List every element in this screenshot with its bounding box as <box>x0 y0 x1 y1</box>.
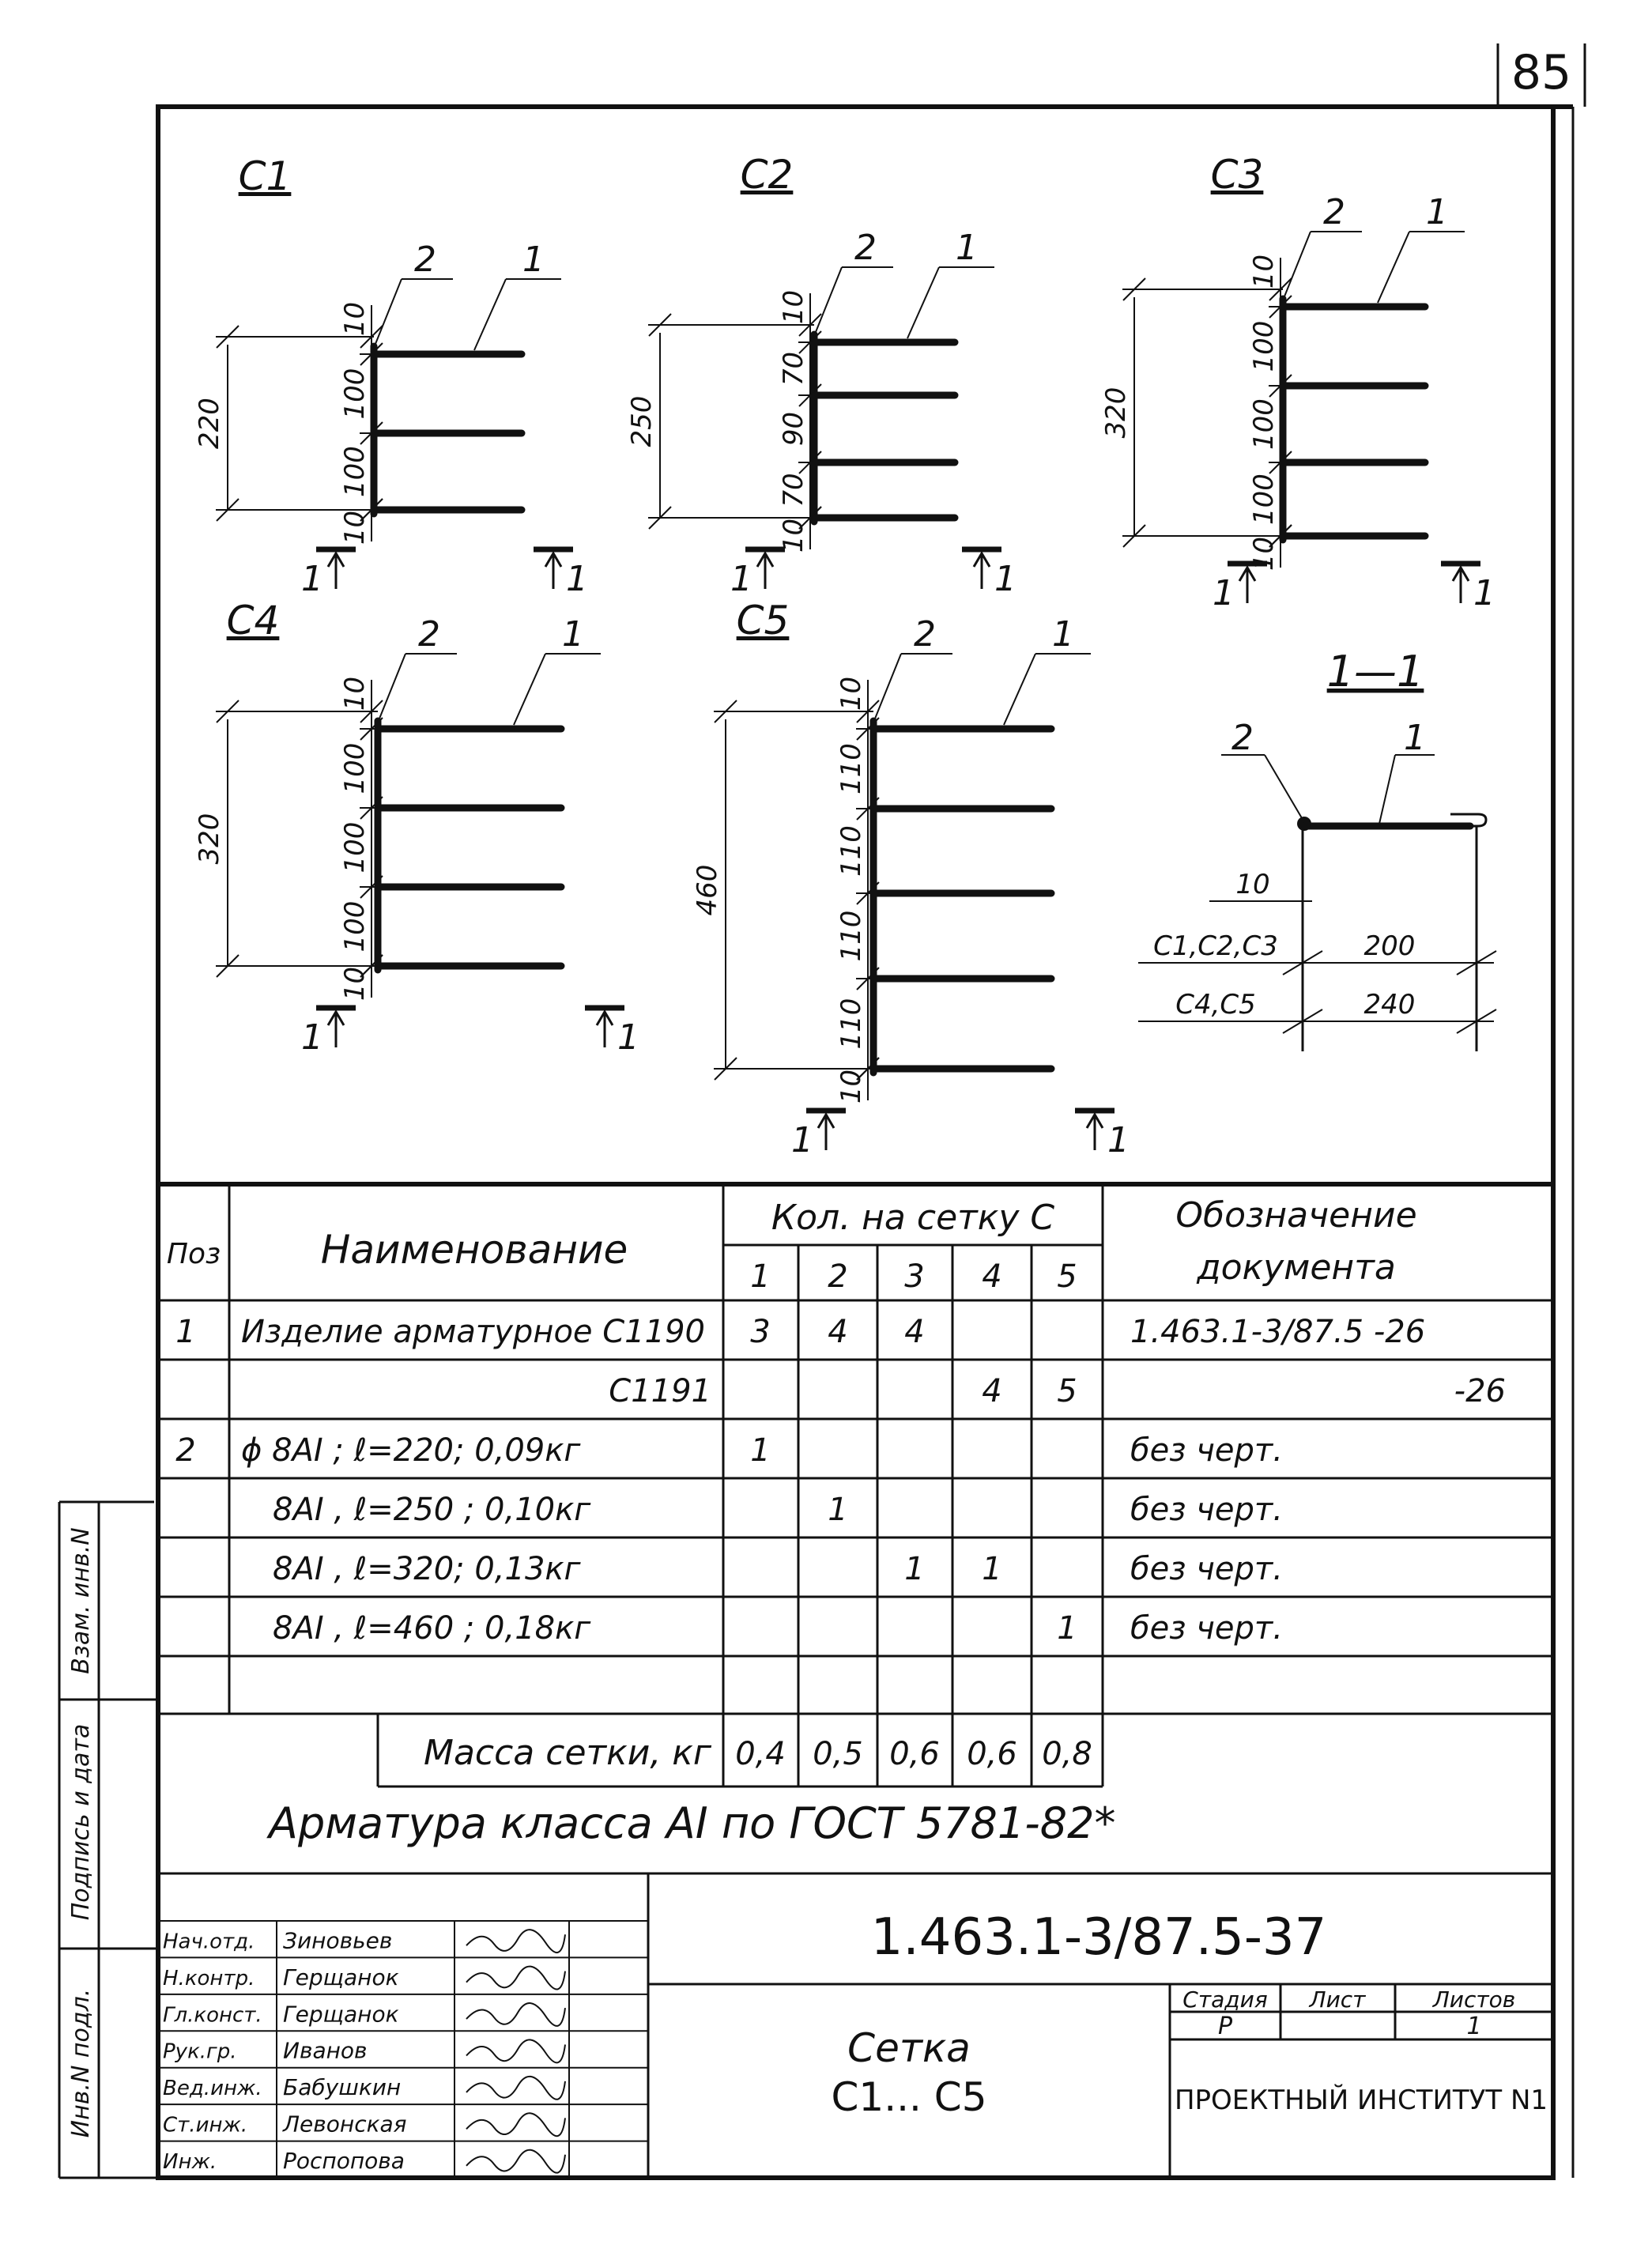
fragment-c3-pos1-label: 1 <box>1426 192 1448 232</box>
fragment-c2-title: С2 <box>740 152 794 198</box>
spec-row-qty: 5 <box>1057 1373 1077 1409</box>
reinforcement-note: Арматура класса АI по ГОСТ 5781-82* <box>269 1798 1116 1848</box>
stamp-name: Иванов <box>283 2037 368 2064</box>
fragment-c5-overall-dim: 460 <box>692 864 723 916</box>
spec-row-doc: без черт. <box>1130 1551 1283 1587</box>
fragment-c1-pos1-label: 1 <box>522 240 545 280</box>
header-qty: Кол. на сетку С <box>771 1198 1055 1238</box>
organization-name: ПРОЕКТНЫЙ ИНСТИТУТ N1 <box>1174 2085 1548 2116</box>
spec-row <box>273 1492 1283 1528</box>
side-label-signature: Подпись и дата <box>67 1723 95 1921</box>
stamp-role: Вед.инж. <box>163 2077 262 2101</box>
fragment-c1-title: С1 <box>238 153 292 199</box>
fragment-c4-overall-dim: 320 <box>194 813 225 865</box>
spec-row-name: 8АI , ℓ=250 ; 0,10кг <box>273 1492 591 1528</box>
fragment-c4-section-mark: 1 <box>617 1017 639 1058</box>
signature-scribble <box>466 2113 565 2136</box>
side-label-original: Инв.N подл. <box>67 1988 95 2138</box>
spec-row-doc: -26 <box>1454 1373 1506 1409</box>
qty-column-header: 4 <box>982 1258 1002 1295</box>
section-row-label-1: С1,С2,С3 <box>1153 930 1278 962</box>
fragment-c4-section-mark: 1 <box>301 1017 323 1058</box>
fragment-c4-chain-dim: 10 <box>339 966 371 1002</box>
mass-row <box>735 1736 1092 1772</box>
fragment-c5-title: С5 <box>736 598 790 643</box>
fragment-c1 <box>194 153 588 599</box>
title-block <box>158 1873 1553 2178</box>
fragment-c5-chain-dim: 10 <box>835 676 867 711</box>
fragment-c1-section-mark: 1 <box>566 559 588 599</box>
side-strip <box>59 1502 158 2178</box>
fragment-c1-chain-dim: 100 <box>339 446 371 497</box>
spec-row-qty: 4 <box>904 1314 925 1350</box>
spec-row <box>175 1314 1425 1350</box>
fragment-c1-chain-dim: 10 <box>339 301 371 337</box>
qty-column-header: 2 <box>828 1258 848 1295</box>
signature-scribble <box>466 2039 565 2062</box>
stamp-role: Н.контр. <box>163 1966 255 1990</box>
spec-row-qty: 4 <box>982 1373 1002 1409</box>
spec-row-qty: 1 <box>1057 1610 1077 1647</box>
spec-row-name: 8АI , ℓ=320; 0,13кг <box>273 1551 581 1587</box>
spec-row-pos: 1 <box>175 1314 196 1350</box>
fragment-c2-chain-dim: 70 <box>778 473 809 507</box>
sheets-value: 1 <box>1466 2013 1482 2040</box>
fragment-c3-chain-dim: 100 <box>1248 474 1280 525</box>
spec-row <box>175 1432 1283 1469</box>
spec-row-qty: 1 <box>828 1492 848 1528</box>
spec-row-qty: 4 <box>828 1314 848 1350</box>
drawing-title-1: Сетка <box>847 2025 971 2071</box>
signature-scribble <box>466 2150 565 2173</box>
fragment-c2-section-mark: 1 <box>994 559 1016 599</box>
spec-row-name: С1191 <box>609 1373 711 1409</box>
fragment-c2-chain-dim: 70 <box>778 351 809 387</box>
stamp-role: Ст.инж. <box>163 2113 248 2137</box>
signature-scribble <box>466 1930 565 1953</box>
header-pos: Поз <box>166 1238 221 1270</box>
signature-scribble <box>466 2077 565 2100</box>
fragment-c4-chain-dim: 100 <box>339 742 371 794</box>
fragment-c2-chain-dim: 90 <box>778 411 809 447</box>
fragment-c5-chain-dim: 110 <box>835 998 867 1050</box>
spec-row-qty: 1 <box>904 1551 925 1587</box>
document-code: 1.463.1-3/87.5-37 <box>870 1908 1327 1967</box>
spec-row-doc: 1.463.1-3/87.5 -26 <box>1130 1314 1426 1350</box>
fragment-c5-pos1-label: 1 <box>1052 614 1074 655</box>
fragment-c3-section-mark: 1 <box>1213 573 1235 613</box>
fragment-c2-section-mark: 1 <box>730 559 752 599</box>
fragment-c3-chain-dim: 100 <box>1248 320 1280 372</box>
fragment-c2-pos2-label: 2 <box>854 228 877 268</box>
fragment-c3-chain-dim: 10 <box>1248 254 1280 289</box>
spec-row <box>609 1373 1506 1409</box>
fragment-c4-pos1-label: 1 <box>562 614 584 655</box>
stamp-name: Герщанок <box>283 1964 399 1990</box>
fragment-c5-chain-dim: 110 <box>835 825 867 877</box>
fragment-c4-pos2-label: 2 <box>418 614 440 655</box>
mass-value: 0,6 <box>967 1736 1017 1772</box>
qty-column-header: 5 <box>1057 1258 1077 1295</box>
fragment-c4-chain-dim: 10 <box>339 676 371 711</box>
fragment-c2-chain-dim: 10 <box>778 518 809 553</box>
spec-row <box>273 1610 1283 1647</box>
section-1-1 <box>1138 647 1496 1051</box>
fragment-c2 <box>626 152 1016 599</box>
stamp-signatures <box>158 1921 648 2174</box>
stamp-role: Гл.конст. <box>163 2003 262 2028</box>
fragment-c3 <box>1100 152 1495 613</box>
spec-row-name: 8АI , ℓ=460 ; 0,18кг <box>273 1610 591 1647</box>
spec-row-name: Изделие арматурное С1190 <box>241 1314 705 1350</box>
specification-table <box>158 1184 1553 1873</box>
stamp-role: Нач.отд. <box>163 1930 255 1954</box>
signature-scribble <box>466 2003 565 2026</box>
mass-value: 0,6 <box>889 1736 940 1772</box>
spec-row-doc: без черт. <box>1130 1610 1283 1647</box>
section-title: 1—1 <box>1326 647 1424 696</box>
fragment-c5-pos2-label: 2 <box>914 614 936 655</box>
fragment-c1-chain-dim: 10 <box>339 510 371 545</box>
stamp-name: Зиновьев <box>283 1927 393 1954</box>
mass-value: 0,4 <box>735 1736 786 1772</box>
stage-label: Стадия <box>1182 1986 1268 2013</box>
section-pos1-label: 1 <box>1404 718 1426 758</box>
sheet-label: Лист <box>1309 1986 1366 2013</box>
drawing-title-2: С1... С5 <box>831 2074 987 2120</box>
spec-row <box>273 1551 1283 1587</box>
fragment-c5-chain-dim: 110 <box>835 910 867 962</box>
mass-value: 0,5 <box>813 1736 863 1772</box>
sheets-label: Листов <box>1432 1986 1516 2013</box>
stamp-name: Левонская <box>283 2111 407 2137</box>
fragment-c1-chain-dim: 100 <box>339 368 371 420</box>
section-offset-dim: 10 <box>1235 869 1270 900</box>
fragment-c2-overall-dim: 250 <box>626 395 658 447</box>
header-doc-line-1: Обозначение <box>1175 1195 1417 1236</box>
fragment-c1-pos2-label: 2 <box>414 240 436 280</box>
fragment-c4-title: С4 <box>226 598 280 643</box>
spec-row-doc: без черт. <box>1130 1492 1283 1528</box>
stamp-name: Роспопова <box>283 2148 405 2174</box>
side-label-replace: Взам. инв.N <box>67 1527 95 1674</box>
fragment-c3-title: С3 <box>1210 152 1264 198</box>
header-doc-line-2: документа <box>1197 1247 1396 1288</box>
fragment-c4 <box>194 598 639 1058</box>
spec-row-qty: 1 <box>750 1432 771 1469</box>
section-pos2-label: 2 <box>1231 718 1254 758</box>
spec-row-doc: без черт. <box>1130 1432 1283 1469</box>
fragment-c1-overall-dim: 220 <box>194 398 225 449</box>
stamp-name: Герщанок <box>283 2001 399 2028</box>
signature-scribble <box>466 1967 565 1990</box>
section-row-label-2: С4,С5 <box>1175 989 1256 1021</box>
qty-column-header: 3 <box>904 1258 925 1295</box>
fragment-c2-pos1-label: 1 <box>956 228 978 268</box>
section-row-value-1: 200 <box>1363 930 1416 962</box>
fragment-c4-chain-dim: 100 <box>339 900 371 953</box>
sheet-number: 85 <box>1511 45 1572 100</box>
fragment-c2-chain-dim: 10 <box>778 289 809 325</box>
qty-column-header: 1 <box>750 1258 771 1295</box>
fragment-c5-section-mark: 1 <box>1107 1120 1130 1160</box>
spec-row-qty: 1 <box>982 1551 1002 1587</box>
fragment-c1-section-mark: 1 <box>301 559 323 599</box>
mesh-fragments <box>194 152 1495 1160</box>
fragment-c3-section-mark: 1 <box>1473 573 1495 613</box>
stage-value: Р <box>1217 2013 1233 2040</box>
spec-row-pos: 2 <box>175 1432 196 1469</box>
fragment-c5-section-mark: 1 <box>791 1120 813 1160</box>
stamp-role: Рук.гр. <box>163 2039 237 2064</box>
spec-row-qty: 3 <box>750 1314 771 1350</box>
fragment-c3-chain-dim: 10 <box>1248 536 1280 572</box>
header-name: Наименование <box>320 1227 628 1273</box>
fragment-c5-chain-dim: 10 <box>835 1069 867 1104</box>
fragment-c3-chain-dim: 100 <box>1248 398 1280 450</box>
fragment-c4-chain-dim: 100 <box>339 821 371 873</box>
section-row-value-2: 240 <box>1363 989 1416 1021</box>
spec-row-name: ϕ 8АI ; ℓ=220; 0,09кг <box>241 1432 581 1469</box>
mass-label: Масса сетки, кг <box>424 1733 711 1773</box>
mass-value: 0,8 <box>1042 1736 1092 1772</box>
stamp-name: Бабушкин <box>283 2074 402 2101</box>
fragment-c5 <box>692 598 1130 1160</box>
fragment-c5-chain-dim: 110 <box>835 743 867 794</box>
stamp-role: Инж. <box>163 2150 217 2174</box>
fragment-c3-overall-dim: 320 <box>1100 387 1132 439</box>
fragment-c3-pos2-label: 2 <box>1323 192 1345 232</box>
